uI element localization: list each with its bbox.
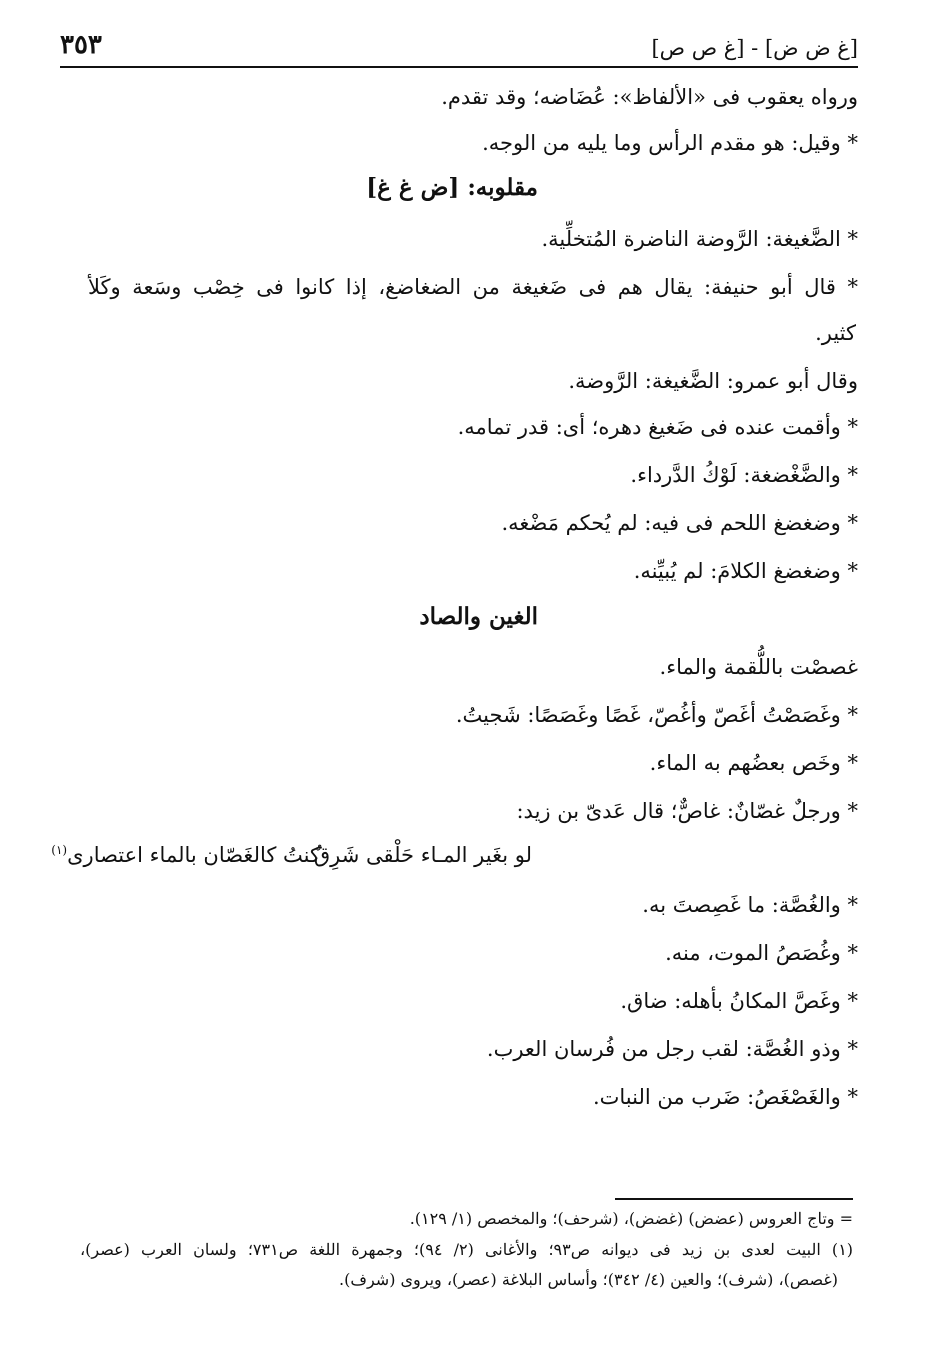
text-line: * وذو الغُصَّة: لقب رجل من فُرسان العرب.: [486, 1037, 858, 1061]
header-title: [غ ض ض] - [غ ص ص]: [651, 36, 858, 60]
section-heading-maqlub: مقلوبه: [ض غ غ]: [366, 174, 538, 201]
text-line: * والضَّغْضغة: لَوْكُ الدَّرداء.: [630, 463, 858, 487]
text-line: * والغُصَّة: ما غَصِصتَ به.: [642, 893, 858, 917]
footnote-line: (١) البيت لعدى بن زيد فى ديوانه ص٩٣؛ والأغانى (٢/ ٩٤)؛ وجمهرة اللغة ص٧٣١؛ ولسان العرب (عصر)،: [80, 1240, 854, 1259]
text-line: كثير.: [815, 321, 856, 345]
section-heading: الغين والصاد: [419, 603, 538, 630]
footnote-marker: (١): [51, 843, 68, 857]
footnote-line: = وتاج العروس (عضض) (غضض)، (شرحف)؛ والمخصص (١/ ١٢٩).: [409, 1209, 853, 1228]
running-header: [60, 20, 858, 68]
text-line: * ورجلٌ غصّانٌ: غاصٌّ؛ قال عَدىّ بن زيد:: [516, 799, 858, 823]
text-line: * قال أبو حنيفة: يقال هم فى ضَغيغة من الضغاضغ، إذا كانوا فى خِصْب وسَعة وكَلأ: [88, 275, 858, 299]
text-line: ورواه يعقوب فى «الألفاظ»: عُضَاضه؛ وقد تقدم.: [441, 85, 858, 109]
text-line: وقال أبو عمرو: الضَّغيغة: الرَّوضة.: [568, 369, 858, 393]
text-line: * وقيل: هو مقدم الرأس وما يليه من الوجه.: [482, 131, 858, 155]
text-line: * والغَصْغَصُ: ضَرب من النبات.: [592, 1085, 858, 1109]
text-line: * وغَصَّ المكانُ بأهله: ضاق.: [620, 989, 858, 1013]
verse-hemistich-first: لو بغَير المـاء حَلْقى شَرِقٌ: [313, 843, 532, 867]
text-line: * وضغضغ اللحم فى فيه: لم يُحكم مَضْغه.: [501, 511, 858, 535]
page-number: ٣٥٣: [60, 30, 102, 60]
text-line: * وضغضغ الكلامَ: لم يُبيِّنه.: [633, 559, 858, 583]
text-line: * وأقمت عنده فى ضَغيغ دهره؛ أى: قدر تمامه.: [457, 415, 858, 439]
footnote-separator: [615, 1198, 853, 1200]
text-line: غصصْت باللُّقمة والماء.: [659, 655, 858, 679]
text-line: * وخَص بعضُهم به الماء.: [649, 751, 858, 775]
text-line: * وغُصَصُ الموت، منه.: [665, 941, 858, 965]
verse-hemistich-second: كنتُ كالغَصّان بالماء اعتصارى$^{(١)}$: [51, 843, 320, 867]
text-line: * الضَّغيغة: الرَّوضة الناضرة المُتخلِّية.: [541, 227, 858, 251]
footnote-line: (غصص)، (شرف)؛ والعين (٤/ ٣٤٢)؛ وأساس البلاغة (عصر)، ويروى (شرف).: [339, 1270, 838, 1289]
text-line: * وغَصَصْتُ أغَصّ وأغُصّ، غَصًا وغَصَصًا: شَجيتُ.: [455, 703, 858, 727]
